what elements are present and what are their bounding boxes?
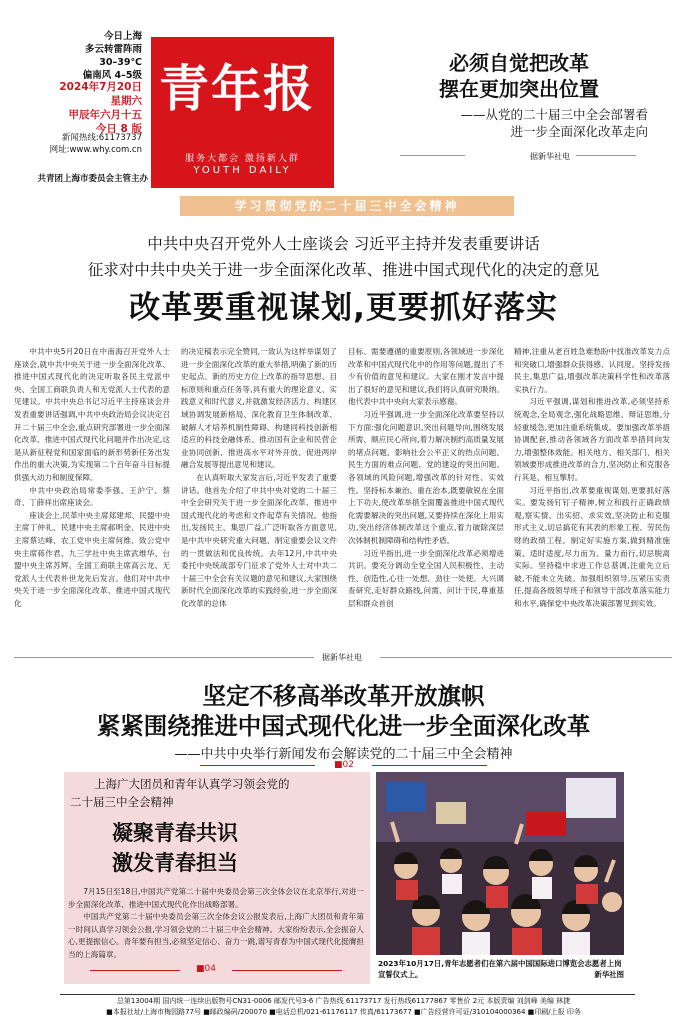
photo-caption-text: 2023年10月17日,青年志愿者们在第六届中国国际进口博览会志愿者上岗宣誓仪式上。 xyxy=(378,959,622,979)
youth-story-body: 7月15日至18日,中国共产党第二十届中央委员会第三次全体会议在北京举行,对进一步全面深化改革、推进中国式现代化作出战略部署。 中国共产党第二十届中央委员会第三次全体会议公报发表后,上海广大团员和青年第一时间认真学习领会公报,学习领会党的二十届三中全会精神。大家纷纷表示,全会振奋人心,更提振信心。青年要有担当,必须坚定信心、奋力一跳,谱写青春为中国式现代化挺膺担当的上海篇章。 xyxy=(68,887,364,959)
weather-condition: 多云转雷阵雨 30–39℃ xyxy=(84,44,142,68)
lead-column-1: 中共中央5月20日在中南海召开党外人士座谈会,就中共中央关于进一步全面深化改革、推进中国式现代化的决定听取各民主党派中央、全国工商联负责人和无党派人士代表的意见建议。中共中央总书记习近平主持座谈会并发表重要讲话强调,中共中央政治局会议决定召开二十届三中全会,重点研究部署进一步全面深化改革、推进中国式现代化问题并作出决定,这是从新征程党和国家面临的新形势新任务出发作出的重大决策,为实现第二个百年奋斗目标提供强大动力和制度保障。 中共中央政治局常委李强、王沪宁、蔡奇、丁薛祥出席座谈会。 座谈会上,民革中央主席郑建邦、民盟中央主席丁仲礼、民建中央主席郝明金、民进中央主席蔡达峰、农工党中央主席何维、致公党中央主席蒋作君、九三学社中央主席武维华、台盟中央主席苏辉、全国工商联主席高云龙、无党派人士代表朴世龙先后发言。他们对中共中央关于进一步全面深化改革、推进中国式现代化 xyxy=(14,347,170,608)
contact-block xyxy=(30,132,142,156)
youth-story-headline-2[interactable]: 激发青春担当 xyxy=(112,850,238,875)
divider xyxy=(232,970,342,971)
lead-column-4: 精神,注重从老百姓急难愁盼中找准改革发力点和突破口,增强群众获得感、认同度。坚持发扬民主,集思广益,增强改革决策科学性和改革落实执行力。 习近平强调,谋划和推进改革,必须坚持系统观念,全局观念,强化战略思维、辩证思维,分轻重缓急,更加注重系统集成。要加强改革举措协调配套,推动各领域各方面改革举措同向发力,增强整体效能。相关地方、相关部门、相关领域要形成推进改革的合力,坚决防止和克服各行其是、相互掣肘。 习近平指出,改革要重视谋划,更要抓好落实。要发扬钉钉子精神,树立和践行正确政绩观,察实情、出实招、求实效,坚决防止和克服形式主义,切忌搞花有其表的形象工程、劳民伤财的政绩工程。制定好实施方案,做到精准施策、适时适度,尽力而为、量力而行,切忌脱离实际。坚持稳中求进工作总基调,注重先立后破,不能未立先破。加强组织领导,压紧压实责任,提高各级领导班子和领导干部改革落实能力和水平,确保党中央改革决策部署见到实效。 xyxy=(514,347,670,608)
divider xyxy=(90,970,180,971)
lead-column-3: 目标、需要遵循的重要原则,各领域进一步深化改革和中国式现代化中的作用等问题,提出了不少有价值的意见和建议。大家在刚才发言中提出了很好的意见和建议,我们将认真研究吸纳。他代表中共中央向大家表示感谢。 习近平强调,进一步全面深化改革要坚持以下方面:强化问题意识,突出问题导向,围绕发展所需、顺应民心所向,着力解决制约高质量发展的堵点问题、影响社会公平正义的热点问题、民生方面的难点问题、党的建设的突出问题、各领域的风险问题,增强改革的针对性、实效性。坚持标本兼治、重在治本,既要敏锐在全面上下功夫,使改革举措全面覆盖推进中国式现代化需要解决的突出问题,又要持续在深化上用实功,突出经济体制改革这个重点,着力破除深层次体制机制障碍和结构性矛盾。 习近平指出,进一步全面深化改革必须增进共识。要充分调动全党全国人民积极性、主动性、创造性,心往一处想、劲往一处使。大兴调查研究,走好群众路线,问需、问计于民,尊重基层和群众首创 xyxy=(348,347,504,608)
lead-headline[interactable]: 改革要重视谋划,更要抓好落实 xyxy=(129,290,558,326)
photo-illustration xyxy=(376,772,624,955)
top-story-subheadline: ——从党的二十届三中全会部署看 进一步全面深化改革走向 xyxy=(460,107,648,139)
footer-address-info: ■本报社址/上海市梅园路77号 ■邮政编码/200070 ■电话总机/021-61176117 传真/61173677 ■广告经营许可证/310104000364 ■印刷/上报 印务 xyxy=(106,1008,581,1016)
top-story-headline[interactable]: 必须自觉把改革 摆在更加突出位置 xyxy=(439,51,599,101)
issue-date: 2024年7月20日 xyxy=(59,81,142,93)
divider xyxy=(576,155,636,156)
volunteers-photo xyxy=(376,772,624,955)
second-story-subheadline: ——中共中央举行新闻发布会解读党的二十届三中全会精神 xyxy=(174,747,513,762)
section-banner xyxy=(180,196,514,216)
divider xyxy=(372,765,487,766)
lead-kicker-2: 征求对中共中央关于进一步全面深化改革、推进中国式现代化的决定的意见 xyxy=(87,261,600,279)
photo-credit: 新华社图 xyxy=(594,970,624,979)
youth-story-kicker-2: 二十届三中全会精神 xyxy=(70,795,174,809)
lead-kicker-1: 中共中央召开党外人士座谈会 习近平主持并发表重要讲话 xyxy=(147,235,540,253)
banner-text: 学习贯彻党的二十届三中全会精神 xyxy=(234,199,460,213)
issue-weekday: 星期六 xyxy=(110,95,142,107)
weather-block xyxy=(70,30,142,82)
issue-lunar-date: 甲辰年六月十五 xyxy=(68,109,142,121)
news-hotline: 新闻热线:61173737 xyxy=(61,133,142,143)
date-block xyxy=(40,80,142,136)
lead-source: 据新华社电 xyxy=(322,653,362,662)
issue-page-count: 今日 8 版 xyxy=(95,123,142,135)
website[interactable]: 网址:www.why.com.cn xyxy=(49,145,142,155)
footer-issue-info: 总第13004期 国内统一连续出版物号CN31-0006 邮发代号3-6 广告热线 61173717 发行热线61177867 零售价 2元 本版责编 刘剑峰 美编 林捷 xyxy=(116,997,571,1005)
second-story-headline-1[interactable]: 坚定不移高举改革开放旗帜 xyxy=(202,682,485,710)
weather-city: 今日上海 xyxy=(103,31,142,42)
youth-story-headline-1[interactable]: 凝聚青春共识 xyxy=(112,820,238,845)
footer xyxy=(0,996,687,1018)
page-reference-02[interactable]: ■02 xyxy=(334,760,354,770)
youth-story-kicker-1: 上海广大团员和青年认真学习领会党的 xyxy=(94,777,290,791)
logo-english-name: YOUTH DAILY xyxy=(193,165,292,176)
divider xyxy=(400,155,465,156)
lead-column-2: 的决定稿表示完全赞同,一致认为这样举谋划了进一步全面深化改革的重大举措,明确了新的历史起点、新的历史方位上改革的指导思想、目标原则和重点任务等,具有重大的理论意义、实践意义和时代意义,并就激发经济活力、构建区域协调发展新格局、深化教育卫生体制改革、破解人才培养机制性障碍、构建同科技创新相适应的科技金融体系、推动国有企业和民营企业协同创新、推进高水平对外开放、促进两岸融合发展等提出意见和建议。 在认真听取大家发言后,习近平发表了重要讲话。他首先介绍了中共中央对党的二十届三中全会研究关于进一步全面深化改革、推进中国式现代化的考虑和文件起草有关情况。他指出,发扬民主、集思广益,广泛听取各方面意见,是中共中央研究重大问题、制定重要会议文件的一贯做法和优良传统。去年12月,中共中央委托中央统战部专门征求了党外人士对中共二十届三中全会有关议题的意见和建议,大家围绕新时代全面深化改革的实践经验,进一步全面深化改革的总体 xyxy=(181,347,337,608)
logo-tagline: 服务大都会 激扬新人群 xyxy=(185,154,300,164)
second-story-headline-2[interactable]: 紧紧围绕推进中国式现代化进一步全面深化改革 xyxy=(96,712,591,740)
photo-caption xyxy=(378,958,624,980)
divider xyxy=(14,657,314,658)
newspaper-logo xyxy=(151,37,334,188)
weather-wind: 偏南风 4–5级 xyxy=(82,70,142,81)
divider xyxy=(200,765,315,766)
logo-characters: 青年报 xyxy=(159,59,315,118)
publisher-line: 共青团上海市委员会主管主办 xyxy=(37,174,148,184)
page-reference-04[interactable]: ■04 xyxy=(196,964,216,974)
footer-divider xyxy=(60,994,635,995)
top-story-source: 据新华社电 xyxy=(530,152,570,161)
divider xyxy=(380,657,672,658)
